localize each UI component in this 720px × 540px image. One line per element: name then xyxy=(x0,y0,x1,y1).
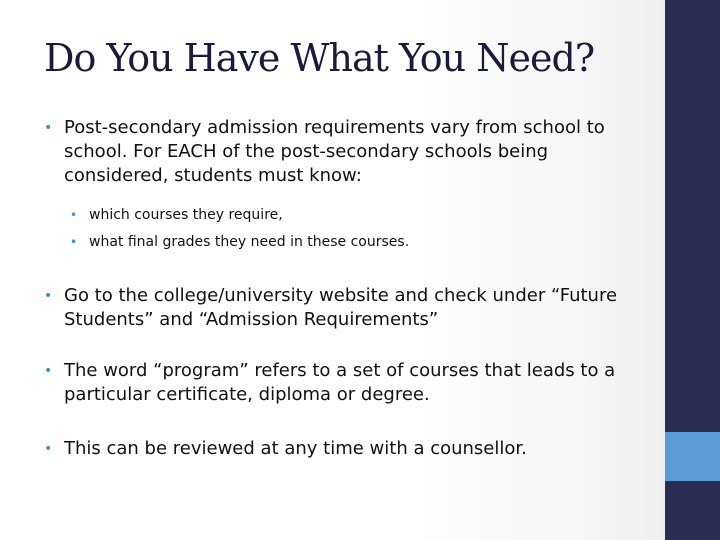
bullet-icon: • xyxy=(70,208,78,222)
bullet-item xyxy=(44,284,654,332)
bullet-icon: • xyxy=(44,363,53,379)
bullet-text: This can be reviewed at any time with a counsellor. xyxy=(64,438,527,459)
bullet-item xyxy=(44,437,654,461)
sub-bullet-item xyxy=(70,204,649,226)
bullet-icon: • xyxy=(70,235,78,249)
bullet-icon: • xyxy=(44,120,53,136)
bullet-text: The word “program” refers to a set of courses that leads to a particular certificate, diploma or degree. xyxy=(64,360,616,405)
bullet-item xyxy=(44,359,654,407)
sidebar-accent-block xyxy=(665,432,720,481)
bullet-icon: • xyxy=(44,288,53,304)
slide-title: Do You Have What You Need? xyxy=(44,36,595,80)
sub-bullet-item xyxy=(70,231,649,253)
bullet-text: Go to the college/university website and check under “Future Students” and “Admission Requirements” xyxy=(64,285,618,330)
sub-bullet-text: what final grades they need in these courses. xyxy=(89,234,410,250)
bullet-item xyxy=(44,116,654,188)
bullet-text: Post-secondary admission requirements vary from school to school. For EACH of the post-secondary schools being considered, students must know: xyxy=(64,117,605,186)
sub-bullet-text: which courses they require, xyxy=(89,207,283,223)
sidebar-bar xyxy=(665,0,720,540)
bullet-icon: • xyxy=(44,441,53,457)
